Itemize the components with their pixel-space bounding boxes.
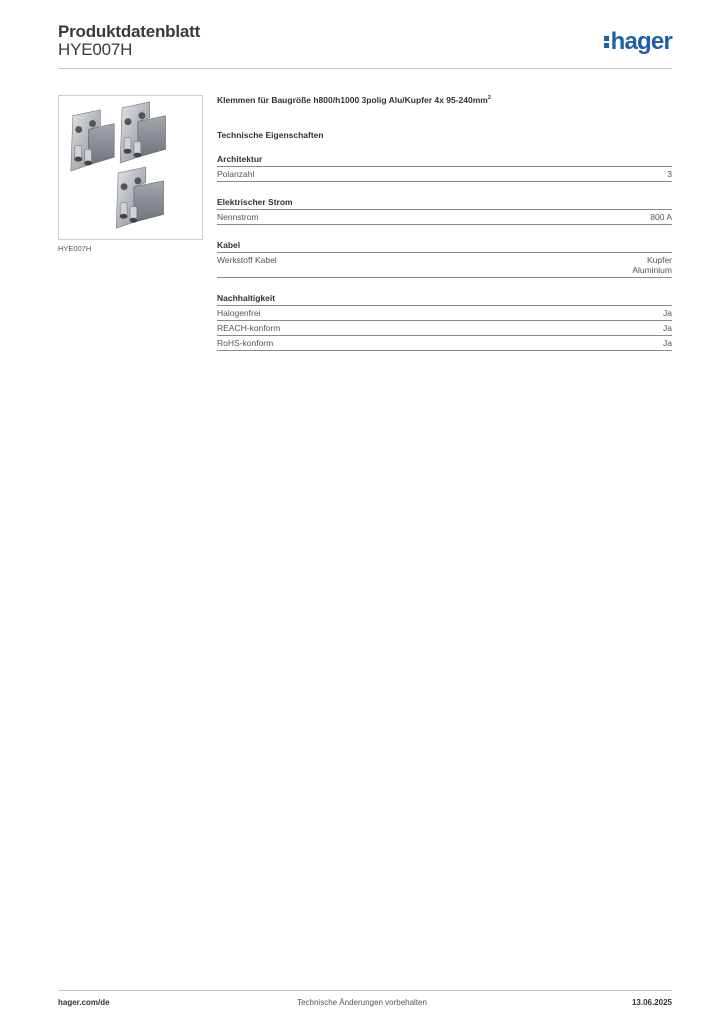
clamp-left	[71, 110, 114, 171]
footer-notice: Technische Änderungen vorbehalten	[297, 998, 427, 1007]
clamp-right	[120, 102, 165, 163]
document-title: Produktdatenblatt	[58, 22, 201, 41]
group-elektrischer-strom	[217, 197, 672, 225]
group-title: Kabel	[217, 240, 672, 253]
group-architektur	[217, 154, 672, 182]
product-details	[217, 95, 672, 351]
spec-value: 800 A	[650, 212, 672, 222]
product-description-superscript: 2	[487, 95, 491, 102]
spec-value: Ja	[663, 308, 672, 318]
group-title: Architektur	[217, 154, 672, 167]
spec-label: REACH-konform	[217, 323, 281, 333]
spec-label: RoHS-konform	[217, 338, 274, 348]
logo-dots-icon	[604, 28, 610, 50]
logo-text: hager	[610, 28, 672, 55]
footer-website-link[interactable]: hager.com/de	[58, 998, 110, 1007]
spec-value-line: Kupfer	[646, 255, 672, 265]
group-title: Nachhaltigkeit	[217, 293, 672, 306]
spec-row	[217, 210, 672, 225]
product-description-text: Klemmen für Baugröße h800/h1000 3polig Alu/Kupfer 4x 95-240mm	[217, 95, 488, 105]
spec-value: Ja	[663, 323, 672, 333]
spec-label: Werkstoff Kabel	[217, 255, 277, 265]
spec-row	[217, 167, 672, 182]
spec-row	[217, 336, 672, 351]
terminal-clamps-image	[59, 96, 202, 239]
footer-divider	[58, 990, 672, 991]
header-divider	[58, 68, 672, 69]
spec-label: Polanzahl	[217, 169, 255, 179]
group-nachhaltigkeit	[217, 293, 672, 351]
hager-logo[interactable]	[604, 28, 672, 56]
page-header	[58, 20, 672, 70]
spec-value	[632, 255, 672, 275]
spec-row	[217, 253, 672, 278]
spec-value: Ja	[663, 338, 672, 348]
footer-date: 13.06.2025	[631, 998, 672, 1007]
clamp-bottom	[116, 167, 163, 228]
product-code: HYE007H	[58, 40, 133, 59]
group-kabel	[217, 240, 672, 278]
spec-label: Nennstrom	[217, 212, 259, 222]
spec-value: 3	[667, 169, 672, 179]
group-title: Elektrischer Strom	[217, 197, 672, 210]
image-caption: HYE007H	[58, 244, 92, 253]
spec-label: Halogenfrei	[217, 308, 261, 318]
spec-row	[217, 321, 672, 336]
technical-heading: Technische Eigenschaften	[217, 130, 324, 140]
spec-value-line: Aluminium	[632, 265, 672, 275]
spec-row	[217, 306, 672, 321]
product-description	[217, 95, 672, 105]
product-image	[58, 95, 203, 240]
